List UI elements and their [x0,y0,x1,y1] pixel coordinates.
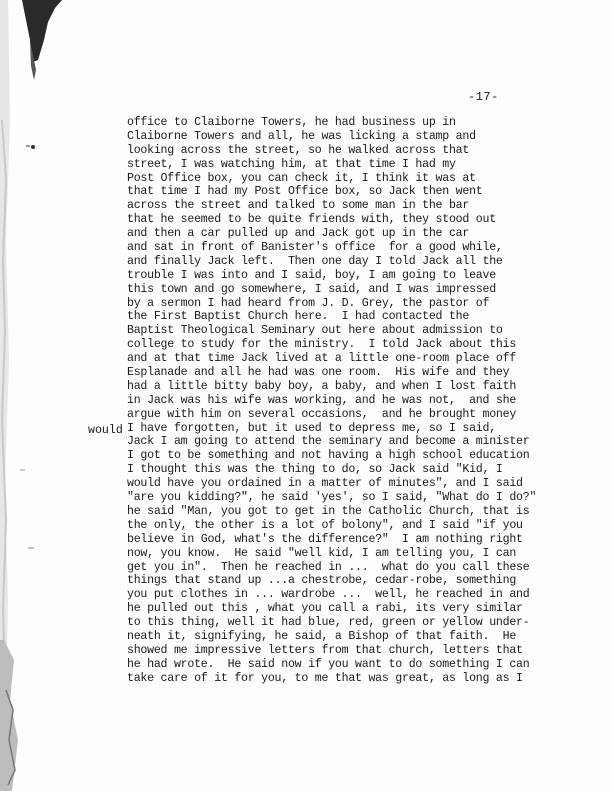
text-line: in Jack was his wife was working, and he was not, and she [127,393,517,407]
text-line: looking across the street, so he walked across that [127,143,470,157]
text-line: Esplanade and all he had was one room. His wife and they [127,366,510,380]
text-line: get you in". Then he reached in ... what do you call these [127,560,530,574]
text-line: now, you know. He said "well kid, I am telling you, I can [127,546,517,560]
scan-binding-edge [0,0,70,791]
text-line: "are you kidding?", he said 'yes', so I said, "What do I do?" [127,491,537,505]
text-line: office to Claiborne Towers, he had business up in [127,116,456,129]
margin-inserted-word: would [88,424,123,437]
text-line: that he seemed to be quite friends with, they stood out [127,213,496,227]
text-line: he said "Man, you got to get in the Catholic Church, that is [127,504,530,518]
text-line: this town and go somewhere, I said, and I was impressed [127,282,496,296]
text-line: I have forgotten, but it used to depress me, so I said, [127,421,496,435]
text-line: had a little bitty baby boy, a baby, and when I lost faith [127,379,517,393]
text-line: argue with him on several occasions, and he brought money [127,407,517,421]
text-line: trouble I was into and I said, boy, I am going to leave [127,268,496,282]
binding-shadow-graphic [0,0,70,791]
text-line: Baptist Theological Seminary out here about admission to [127,324,503,338]
body-text [127,116,597,686]
text-line: college to study for the ministry. I told Jack about this [127,338,517,352]
text-line: he had wrote. He said now if you want to do something I can [127,657,530,671]
text-line: I thought this was the thing to do, so Jack said "Kid, I [127,463,503,477]
text-line: Post Office box, you can check it, I think it was at [127,171,476,185]
text-line: the First Baptist Church here. I had contacted the [127,310,470,324]
text-line: believe in God, what's the difference?" I am nothing right [127,532,523,546]
text-line: I got to be something and not having a high school education [127,449,530,463]
text-line: and then a car pulled up and Jack got up in the car [127,227,470,241]
text-line: Jack I am going to attend the seminary and become a minister [127,435,530,449]
text-line: across the street and talked to some man in the bar [127,199,470,213]
text-line: things that stand up ...a chestrobe, cedar-robe, something [127,574,517,588]
text-line: that time I had my Post Office box, so Jack then went [127,185,483,199]
text-line: Claiborne Towers and all, he was licking a stamp and [127,129,476,143]
page-number: -17- [468,90,499,104]
text-line: would have you ordained in a matter of minutes", and I said [127,477,523,491]
text-line: showed me impressive letters from that church, letters that [127,643,523,657]
text-line: you put clothes in ... wardrobe ... well, he reached in and [127,588,530,602]
text-line: the only, the other is a lot of bolony", and I said "if you [127,518,523,532]
text-line: he pulled out this , what you call a rabi, its very similar [127,602,523,616]
scan-speck [31,145,35,149]
text-line: and finally Jack left. Then one day I told Jack all the [127,254,503,268]
text-line: neath it, signifying, he said, a Bishop of that faith. He [127,629,517,643]
text-line: take care of it for you, to me that was great, as long as I [127,671,523,685]
text-line: and at that time Jack lived at a little one-room place off [127,352,517,366]
text-line: by a sermon I had heard from J. D. Grey, the pastor of [127,296,490,310]
text-line: street, I was watching him, at that time I had my [127,157,456,171]
text-line: and sat in front of Banister's office for a good while, [127,241,503,255]
text-line: to this thing, well it had blue, red, green or yellow under- [127,616,530,630]
